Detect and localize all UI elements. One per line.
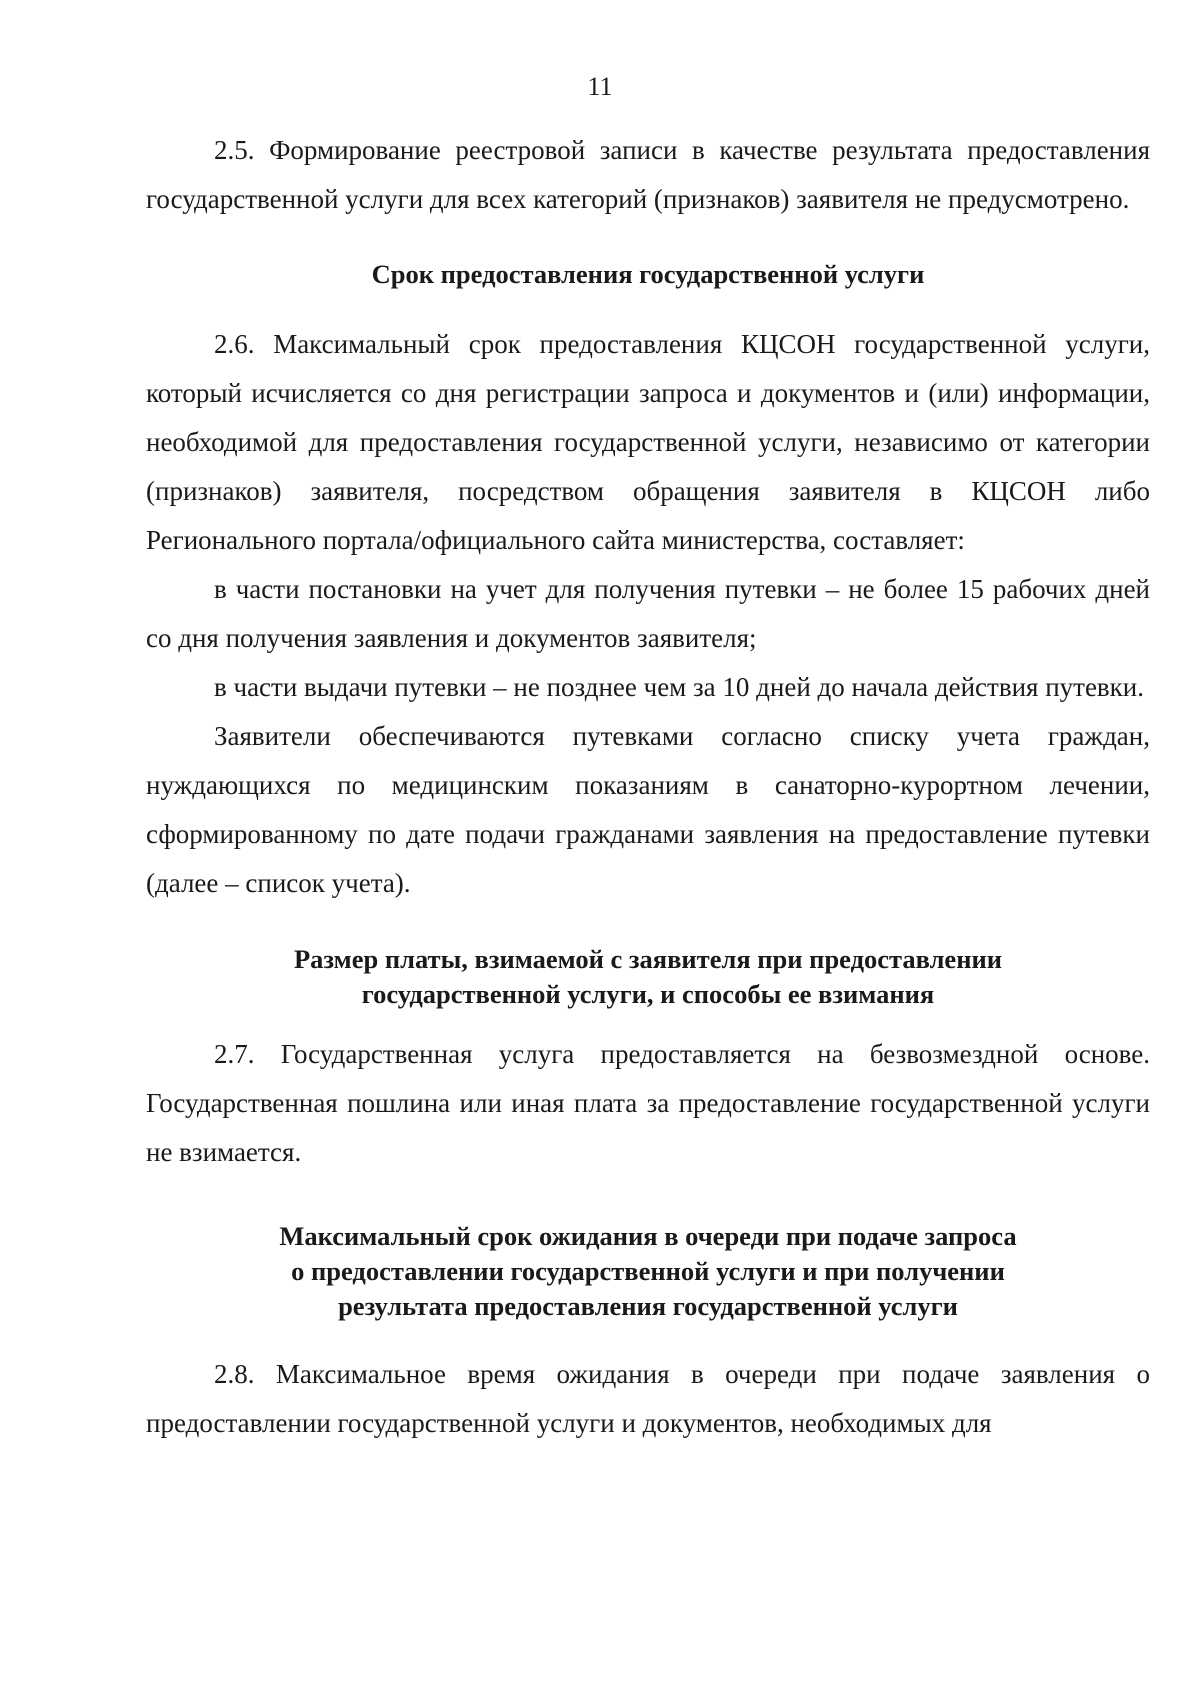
spacer xyxy=(146,224,1150,257)
paragraph-2-6-list: Заявители обеспечиваются путевками согласно списку учета граждан, нуждающихся по медицинским показаниям в санаторно-курортном лечении, сформированному по дате подачи гражданами заявления на предоставление путевки (далее – список учета). xyxy=(146,721,1150,898)
page-number: 11 xyxy=(587,72,613,101)
heading-line: результата предоставления государственной услуги xyxy=(338,1291,958,1321)
spacer xyxy=(146,292,1150,320)
spacer xyxy=(146,1324,1150,1350)
spacer xyxy=(146,1177,1150,1219)
document-body xyxy=(146,126,1150,1448)
section-heading-queue xyxy=(146,1219,1150,1324)
heading-line: Срок предоставления государственной услуги xyxy=(371,259,925,289)
heading-line: о предоставлении государственной услуги и при получении xyxy=(291,1256,1005,1286)
section-heading-term xyxy=(146,257,1150,292)
paragraph-2-6: 2.6. Максимальный срок предоставления КЦСОН государственной услуги, который исчисляется со дня регистрации запроса и документов и (или) информации, необходимой для предоставления государственной услуги, независимо от категории (признаков) заявителя, посредством обращения заявителя в КЦСОН либо Регионального портала/официального сайта министерства, составляет: xyxy=(146,329,1150,555)
paragraph-2-7: 2.7. Государственная услуга предоставляется на безвозмездной основе. Государственная пошлина или иная плата за предоставление государственной услуги не взимается. xyxy=(146,1039,1150,1167)
paragraph-2-8: 2.8. Максимальное время ожидания в очереди при подаче заявления о предоставлении государственной услуги и документов, необходимых для xyxy=(146,1359,1150,1438)
section-heading-fee xyxy=(146,942,1150,1012)
paragraph-2-6-issuance: в части выдачи путевки – не позднее чем за 10 дней до начала действия путевки. xyxy=(214,672,1144,702)
paragraph-2-5: 2.5. Формирование реестровой записи в качестве результата предоставления государственной услуги для всех категорий (признаков) заявителя не предусмотрено. xyxy=(146,135,1150,214)
heading-line: государственной услуги, и способы ее взимания xyxy=(361,979,935,1009)
paragraph-2-6-registration: в части постановки на учет для получения путевки – не более 15 рабочих дней со дня получения заявления и документов заявителя; xyxy=(146,574,1150,653)
heading-line: Размер платы, взимаемой с заявителя при предоставлении xyxy=(293,944,1003,974)
spacer xyxy=(146,1012,1150,1030)
heading-line: Максимальный срок ожидания в очереди при подаче запроса xyxy=(279,1221,1017,1251)
spacer xyxy=(146,908,1150,942)
